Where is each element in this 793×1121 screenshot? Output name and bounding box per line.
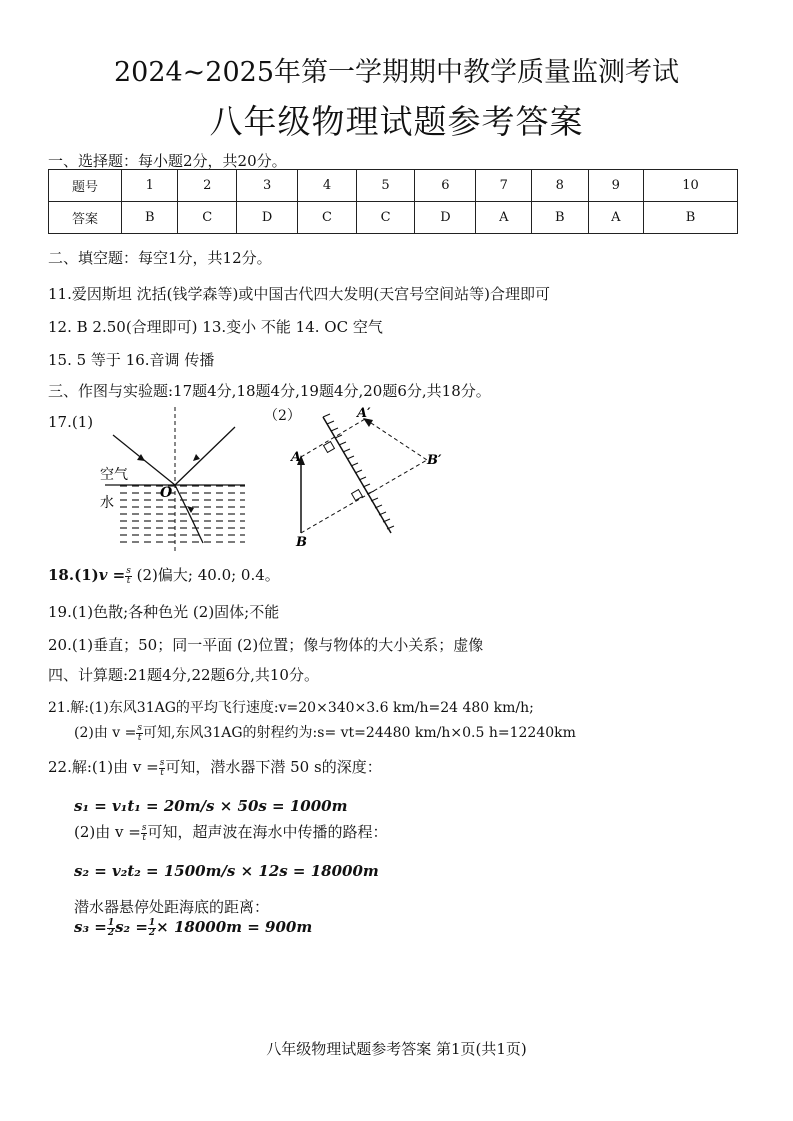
plane-mirror-diagram: [285, 405, 455, 550]
answer-table: [48, 169, 738, 234]
fraction-s-over-t: $\frac{s}{t}$: [141, 822, 147, 843]
answer-cell: D: [237, 202, 298, 234]
answer-cell: D: [415, 202, 476, 234]
exam-title: 2024~2025年第一学期期中教学质量监测考试: [113, 57, 680, 88]
q22-equation-2: s₂ = v₂t₂ = 1500m/s × 12s = 18000m: [74, 862, 379, 880]
answer-cell: B: [644, 202, 738, 234]
answer-q15-16: 15. 5 等于 16.音调 传播: [48, 351, 215, 369]
answer-q19: 19.(1)色散;各种色光 (2)固体;不能: [48, 603, 280, 621]
refraction-diagram: [95, 405, 255, 555]
reflected-ray: [175, 427, 235, 485]
answer-key-title: 八年级物理试题参考答案: [209, 102, 584, 141]
question-number: 5: [356, 170, 415, 202]
table-row: [49, 202, 738, 234]
answer-cell: B: [532, 202, 588, 234]
image-a-prime-b-prime: [365, 419, 427, 460]
water-region: [117, 485, 245, 547]
answer-cell: A: [476, 202, 532, 234]
section-1-heading: 一、选择题：每小题2分，共20分。: [48, 152, 287, 170]
question-number: 1: [122, 170, 178, 202]
q17-part2-label: （2）: [264, 408, 301, 424]
question-number: 2: [178, 170, 237, 202]
question-number: 9: [588, 170, 644, 202]
q22-equation-3: s₃ = $\frac{1}{2}$ s₂ = $\frac{1}{2}$ × 18000m = 900m: [74, 917, 313, 938]
question-number: 4: [298, 170, 357, 202]
page-footer: 八年级物理试题参考答案 第1页(共1页): [266, 1040, 527, 1058]
answer-cell: C: [298, 202, 357, 234]
fraction-one-half: $\frac{1}{2}$: [148, 917, 156, 938]
fraction-s-over-t: $\frac{s}{t}$: [137, 722, 142, 743]
right-angle-mark-top: [324, 442, 335, 453]
q22-equation-1: s₁ = v₁t₁ = 20m/s × 50s = 1000m: [74, 797, 348, 815]
section-2-heading: 二、填空题：每空1分，共12分。: [48, 249, 272, 267]
water-label: 水: [100, 495, 114, 511]
question-number: 10: [644, 170, 738, 202]
question-number: 7: [476, 170, 532, 202]
label-b: B: [296, 535, 307, 550]
answer-q22-line1: 22.解:(1)由 v = $\frac{s}{t}$ 可知，潜水器下潜 50 s的深度：: [48, 757, 382, 778]
question-number: 3: [237, 170, 298, 202]
label-a-prime: A′: [357, 406, 371, 421]
label-a: A: [291, 450, 302, 465]
q18-prefix: 18.(1): [48, 566, 99, 584]
air-label: 空气: [100, 467, 128, 483]
dashed-b-to-b-prime: [301, 460, 427, 533]
answer-q11: 11.爱因斯坦 沈括(钱学森等)或中国古代四大发明(天宫号空间站等)合理即可: [48, 285, 551, 303]
point-o-label: O: [160, 485, 173, 501]
answer-cell: C: [178, 202, 237, 234]
right-angle-mark-bottom: [352, 490, 363, 501]
q18-rest: (2)偏大; 40.0; 0.4。: [131, 566, 280, 584]
answer-cell: C: [356, 202, 415, 234]
answer-q22-line2: (2)由 v = $\frac{s}{t}$ 可知，超声波在海水中传播的路程：: [74, 822, 388, 843]
dashed-a-to-a-prime: [301, 419, 365, 457]
reflected-arrow: [193, 454, 200, 461]
row-label: 题号: [49, 170, 122, 202]
answer-cell: B: [122, 202, 178, 234]
question-number: 8: [532, 170, 588, 202]
table-row: [49, 170, 738, 202]
row-label: 答案: [49, 202, 122, 234]
answer-cell: A: [588, 202, 644, 234]
answer-q12-14: 12. B 2.50(合理即可) 13.变小 不能 14. OC 空气: [48, 318, 383, 336]
label-b-prime: B′: [427, 453, 442, 468]
answer-q21-line1: 21.解:(1)东风31AG的平均飞行速度:v=20×340×3.6 km/h=24 480 km/h;: [48, 700, 534, 716]
answer-q20: 20.(1)垂直；50；同一平面 (2)位置；像与物体的大小关系；虚像: [48, 636, 484, 654]
fraction-one-half: $\frac{1}{2}$: [107, 917, 115, 938]
q18-formula: v =: [98, 566, 126, 584]
section-4-heading: 四、计算题:21题4分,22题6分,共10分。: [48, 666, 319, 684]
answer-q18: [48, 564, 280, 586]
mirror-line: [323, 417, 391, 533]
answer-q22-line3: 潜水器悬停处距海底的距离：: [74, 898, 270, 916]
q17-label: 17.(1): [48, 413, 94, 431]
fraction-s-over-t: $\frac{s}{t}$: [159, 757, 165, 778]
answer-q21-line2: (2)由 v = $\frac{s}{t}$ 可知,东风31AG的射程约为:s= vt=24480 km/h×0.5 h=12240km: [74, 722, 576, 743]
fraction-s-over-t: $\frac{s}{t}$: [126, 565, 131, 586]
section-3-heading: 三、作图与实验题:17题4分,18题4分,19题4分,20题6分,共18分。: [48, 382, 491, 400]
question-number: 6: [415, 170, 476, 202]
